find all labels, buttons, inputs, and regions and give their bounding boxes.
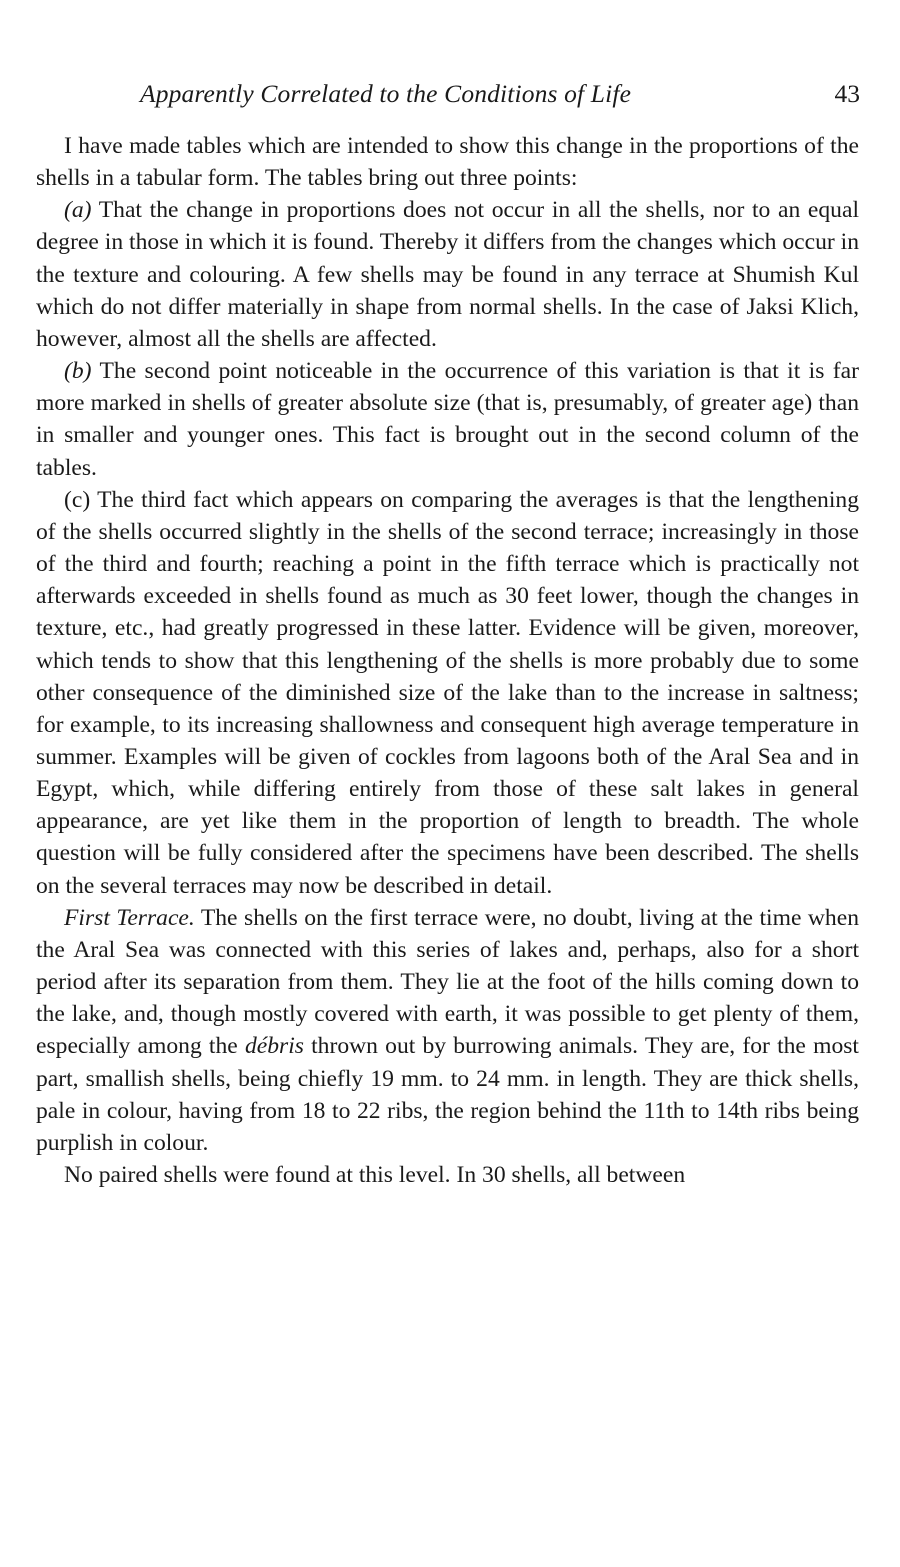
paragraph-intro [36,130,859,194]
paragraph-first-terrace [36,902,859,1159]
body-text [36,130,859,1191]
page-number: 43 [834,79,860,108]
paragraph-text: thrown out by burrowing animals. They are, for the most part, smallish shells, being chiefly 19 mm. to 24 mm. in length. They are thick shells, pale in colour, having from 18 to 22 ribs, the region behind the 11th to 14th ribs being purplish in colour. [36,1033,859,1156]
paragraph-text: The third fact which appears on comparing the averages is that the lengthening of the shells occurred slightly in the shells of the second terrace; increasingly in those of the third and fourth; reaching a point in the fifth terrace which is practically not afterwards exceeded in shells found as much as 30 feet lower, though the changes in texture, etc., had greatly progressed in these latter. Evidence will be given, moreover, which tends to show that this lengthening of the shells is more probably due to some other consequence of the diminished size of the lake than to the increase in saltness; for example, to its increasing shallowness and consequent high average temperature in summer. Examples will be given of cockles from lagoons both of the Aral Sea and in Egypt, which, while differing entirely from those of these salt lakes in general appearance, are yet like them in the proportion of length to breadth. The whole question will be fully considered after the specimens have been described. The shells on the several terraces may now be described in detail. [36,486,859,899]
running-title: Apparently Correlated to the Conditions of Life [140,79,632,108]
paragraph-text: I have made tables which are intended to show this change in the proportions of the shells in a tabular form. The tables bring out three points: [36,133,859,192]
point-label-a: (a) [64,197,92,224]
paragraph-paired-shells [36,1159,859,1191]
paragraph-text: The shells on the first terrace were, no doubt, living at the time when the Aral Sea was connected with this series of lakes and, perhaps, also for a short period after its separation from them. They lie at the foot of the hills coming down to the lake, and, though mostly covered with earth, it was possible to get plenty of them, especially among the [36,904,859,1060]
paragraph-point-b [36,355,859,484]
section-heading-first-terrace: First Terrace. [64,904,195,931]
paragraph-point-a [36,194,859,355]
point-label-b: (b) [64,358,92,385]
paragraph-point-c [36,484,859,902]
running-head [36,74,860,114]
italic-term-debris: débris [244,1033,304,1060]
paragraph-text: That the change in proportions does not occur in all the shells, nor to an equal degree in those in which it is found. Thereby it differs from the changes which occur in the texture and colouring. A few shells may be found in any terrace at Shumish Kul which do not differ materially in shape from normal shells. In the case of Jaksi Klich, however, almost all the shells are affected. [36,197,859,352]
point-label-c: (c) [64,486,91,513]
paragraph-text: No paired shells were found at this level. In 30 shells, all between [64,1162,686,1188]
paragraph-text: The second point noticeable in the occurrence of this variation is that it is far more marked in shells of greater absolute size (that is, presumably, of greater age) than in smaller and younger ones. This fact is brought out in the second column of the tables. [36,358,859,481]
